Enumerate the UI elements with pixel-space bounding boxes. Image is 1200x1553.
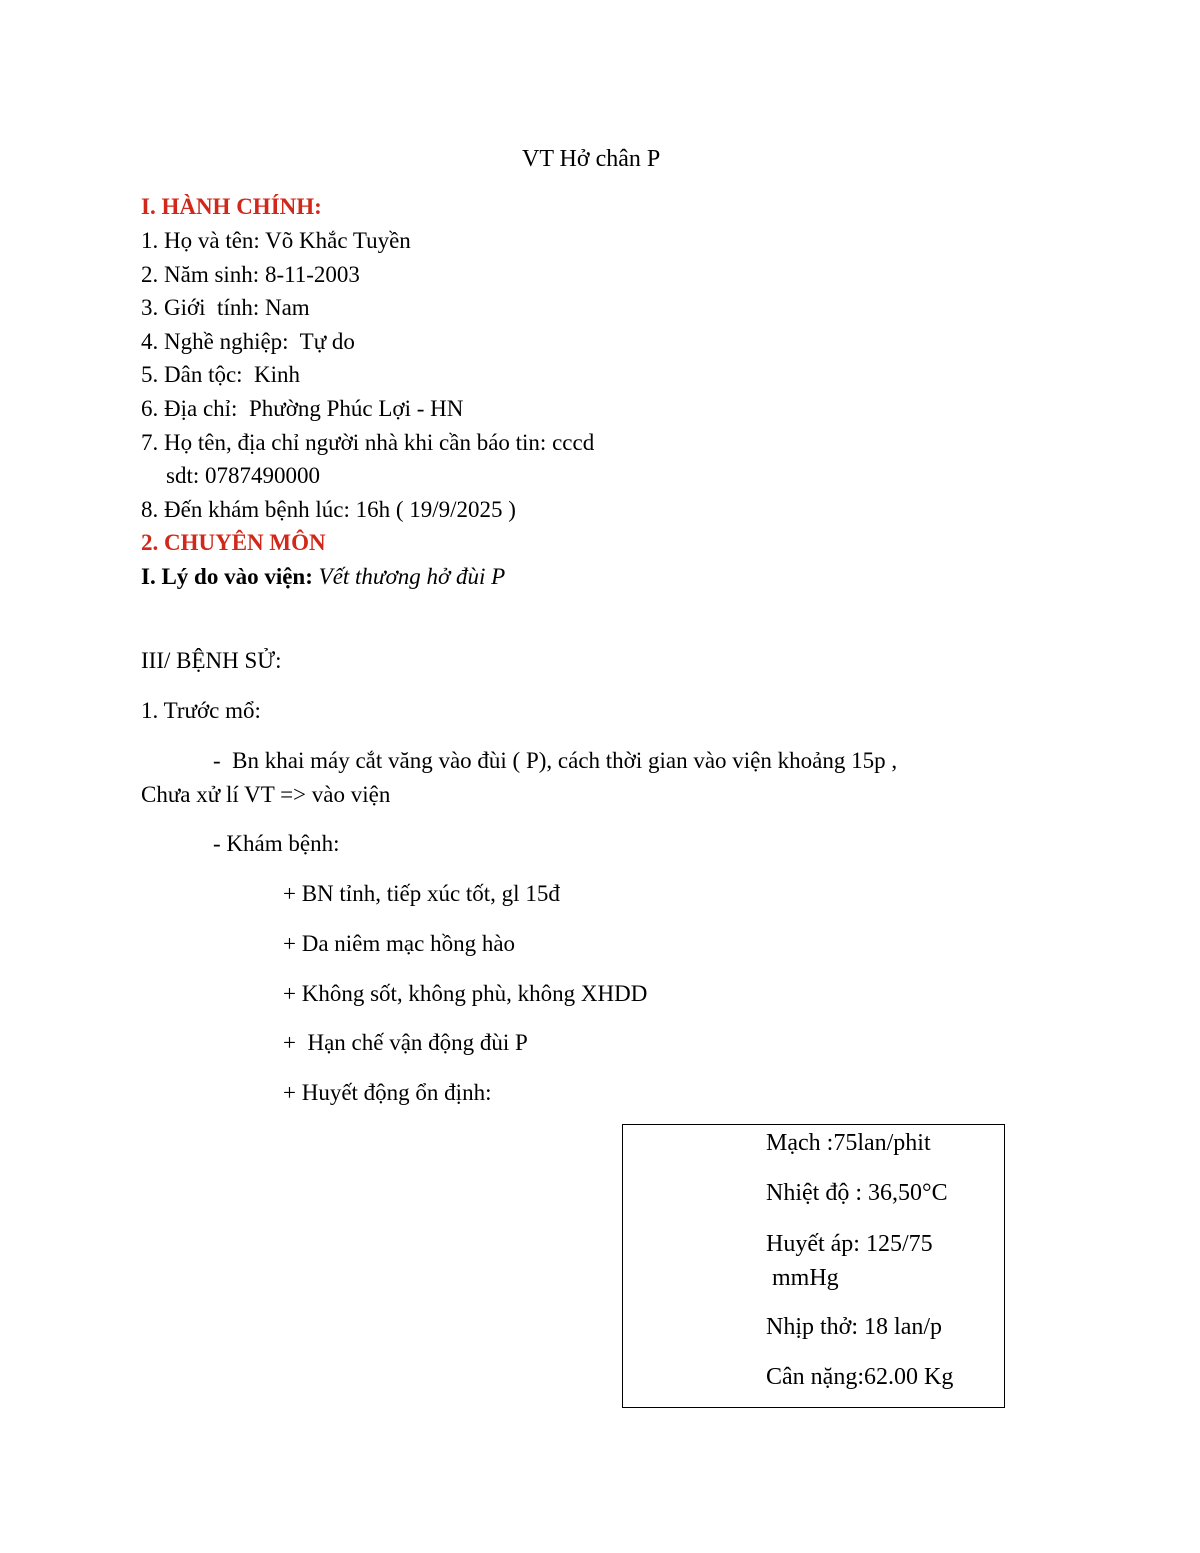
info-gender: 3. Giới tính: Nam xyxy=(141,295,310,320)
vital-pulse: Mạch :75lan/phit xyxy=(766,1130,931,1156)
exam-finding-consciousness: + BN tỉnh, tiếp xúc tốt, gl 15đ xyxy=(283,881,560,906)
info-relative-contact: 7. Họ tên, địa chỉ người nhà khi cần báo tin: cccd xyxy=(141,430,595,455)
info-full-name: 1. Họ và tên: Võ Khắc Tuyền xyxy=(141,228,411,253)
info-address: 6. Địa chỉ: Phường Phúc Lợi - HN xyxy=(141,396,464,421)
document-title: VT Hở chân P xyxy=(522,146,661,172)
exam-finding-fever: + Không sốt, không phù, không XHDD xyxy=(283,981,648,1006)
section-professional-heading: 2. CHUYÊN MÔN xyxy=(141,530,326,555)
admission-reason xyxy=(141,563,505,591)
info-birth-date: 2. Năm sinh: 8-11-2003 xyxy=(141,262,360,287)
info-ethnicity: 5. Dân tộc: Kinh xyxy=(141,362,301,387)
info-visit-time: 8. Đến khám bệnh lúc: 16h ( 19/9/2025 ) xyxy=(141,497,516,522)
info-occupation: 4. Nghề nghiệp: Tự do xyxy=(141,329,355,354)
vital-weight: Cân nặng:62.00 Kg xyxy=(766,1364,954,1390)
section-administrative-heading: I. HÀNH CHÍNH: xyxy=(141,194,322,219)
admission-reason-label: I. Lý do vào viện: xyxy=(141,564,313,589)
vital-blood-pressure-unit: mmHg xyxy=(766,1265,839,1291)
vital-respiration: Nhịp thở: 18 lan/p xyxy=(766,1314,943,1340)
exam-finding-mobility: + Hạn chế vận động đùi P xyxy=(283,1030,528,1055)
exam-finding-skin: + Da niêm mạc hồng hào xyxy=(283,931,516,956)
history-narrative-line2: Chưa xử lí VT => vào viện xyxy=(141,782,391,807)
history-narrative-line1: - Bn khai máy cắt văng vào đùi ( P), cách thời gian vào viện khoảng 15p , xyxy=(213,748,898,773)
vital-blood-pressure: Huyết áp: 125/75 xyxy=(766,1231,933,1257)
history-pre-op: 1. Trước mổ: xyxy=(141,698,261,723)
exam-label: - Khám bệnh: xyxy=(213,831,340,856)
vital-temperature: Nhiệt độ : 36,50°C xyxy=(766,1180,948,1206)
admission-reason-value: Vết thương hở đùi P xyxy=(318,564,506,589)
exam-finding-hemodynamics: + Huyết động ổn định: xyxy=(283,1080,492,1105)
info-relative-phone: sdt: 0787490000 xyxy=(166,463,320,488)
history-heading: III/ BỆNH SỬ: xyxy=(141,648,282,673)
